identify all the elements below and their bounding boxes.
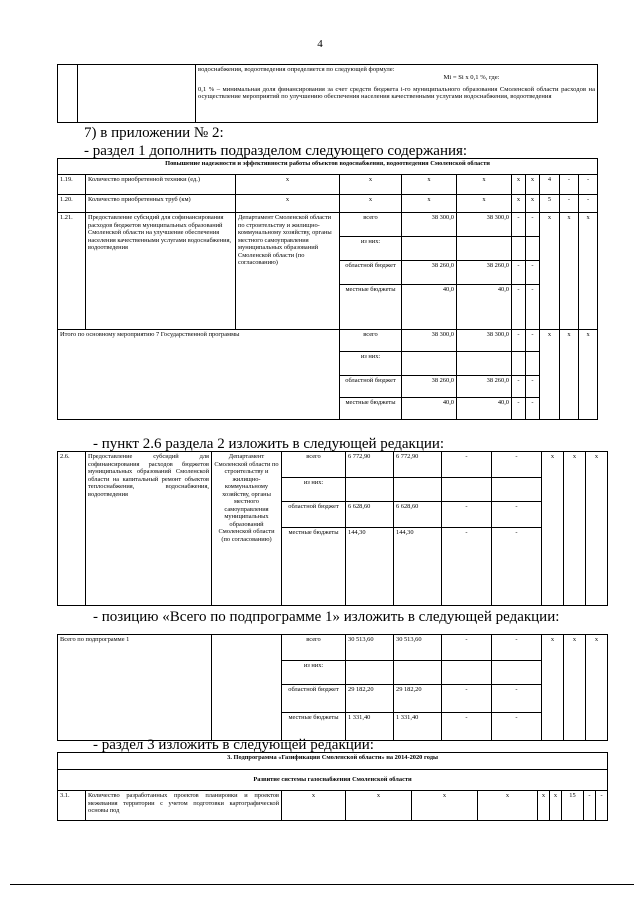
total-name: Итого по основному мероприятию 7 Государственной программы: [58, 330, 340, 420]
fund-value: 30 513,60: [346, 635, 394, 661]
row-number: 1.19.: [58, 175, 86, 195]
cell: x: [340, 175, 402, 195]
top-line2: 0,1 % – минимальная доля финансирования за счет средств бюджета i-го муниципального образования Смоленской области расходов на осуществление мероприятий по улучшению обеспечения населения качественными услугами водоснабжения, водоотведения: [198, 85, 595, 101]
fund-value: 6 772,90: [346, 452, 394, 478]
table-total1: [57, 634, 608, 741]
cell: x: [526, 175, 540, 195]
cell: x: [540, 330, 560, 420]
top-formula: Mi = Si x 0,1 %, где:: [443, 73, 500, 81]
table1-title: Повышение надежности и эффективности работы объектов водоснабжения, водоотведения Смоленской области: [58, 159, 598, 175]
fund-value: 38 260,0: [457, 376, 512, 398]
cell: -: [526, 285, 540, 330]
row-number: 1.20.: [58, 195, 86, 213]
fund-value: 38 300,0: [457, 213, 512, 237]
fund-value: 40,0: [457, 285, 512, 330]
cell: -: [492, 713, 542, 741]
table-section1: [57, 158, 598, 420]
fund-label: областной бюджет: [282, 502, 346, 528]
cell: x: [236, 175, 340, 195]
heading-total1: - позицию «Всего по подпрограмме 1» изложить в следующей редакции:: [93, 609, 560, 625]
row-name: Количество разработанных проектов планировки и проектов межевания территории с учетом подготовки картографической основы под: [86, 791, 282, 821]
cell: -: [512, 330, 526, 352]
fund-value: 144,30: [394, 528, 442, 606]
cell: -: [492, 635, 542, 661]
fund-label: всего: [340, 213, 402, 237]
cell: x: [402, 195, 457, 213]
table-row: [58, 330, 598, 352]
cell: x: [579, 330, 598, 420]
cell: x: [542, 452, 564, 606]
cell: x: [586, 452, 608, 606]
cell: -: [442, 713, 492, 741]
cell: x: [457, 195, 512, 213]
row-name: Предоставление субсидий для софинансирования расходов бюджетов муниципальных образований Смоленской области на капитальный ремонт объектов теплоснабжения, водоснабжения, водоотведения: [86, 452, 212, 606]
fund-value: 38 300,0: [402, 330, 457, 352]
cell: x: [586, 635, 608, 741]
table-row: [58, 213, 598, 237]
cell: x: [526, 195, 540, 213]
fund-value: 6 772,90: [394, 452, 442, 478]
table4-subtitle: Развитие системы газоснабжения Смоленской области: [58, 770, 608, 791]
fund-value: 1 331,40: [346, 713, 394, 741]
cell: x: [550, 791, 562, 821]
fund-value: 29 182,20: [394, 685, 442, 713]
cell: x: [236, 195, 340, 213]
cell: x: [457, 175, 512, 195]
row-executor: Департамент Смоленской области по строительству и жилищно-коммунальному хозяйству, органы местного самоуправления муниципальных образований Смоленской области (по согласованию): [212, 452, 282, 606]
cell: x: [564, 452, 586, 606]
table-row: [58, 175, 598, 195]
cell: -: [442, 685, 492, 713]
row-executor: Департамент Смоленской области по строительству и жилищно-коммунальному хозяйству, органы местного самоуправления муниципальных образований Смоленской области (по согласованию): [236, 213, 340, 330]
cell: -: [442, 452, 492, 478]
fund-label: из них:: [340, 237, 402, 261]
top-table: [57, 64, 598, 123]
fund-label: из них:: [282, 661, 346, 685]
cell: -: [512, 261, 526, 285]
fund-value: 40,0: [402, 285, 457, 330]
cell: x: [340, 195, 402, 213]
heading-section3: - раздел 3 изложить в следующей редакции:: [93, 737, 374, 753]
row-number: 3.1.: [58, 791, 86, 821]
cell: -: [492, 685, 542, 713]
table-row: [58, 195, 598, 213]
row-name: Предоставление субсидий для софинансирования расходов бюджетов муниципальных образований Смоленской области на улучшение обеспечения населения качественными услугами водоснабжения, водоотведения: [86, 213, 236, 330]
fund-value: 6 628,60: [346, 502, 394, 528]
heading-point26: - пункт 2.6 раздела 2 изложить в следующей редакции:: [93, 436, 445, 452]
fund-label: областной бюджет: [282, 685, 346, 713]
fund-value: 38 260,0: [402, 376, 457, 398]
row-name: Количество приобретенной техники (ед.): [86, 175, 236, 195]
cell: -: [526, 376, 540, 398]
table4-title: 3. Подпрограмма «Газификация Смоленской области» на 2014-2020 годы: [58, 753, 608, 770]
cell: -: [584, 791, 596, 821]
cell: x: [564, 635, 586, 741]
fund-value: 40,0: [402, 398, 457, 420]
total-name: Всего по подпрограмме 1: [58, 635, 212, 741]
cell: -: [492, 528, 542, 606]
fund-value: 38 260,0: [402, 261, 457, 285]
cell: x: [478, 791, 538, 821]
fund-value: 38 260,0: [457, 261, 512, 285]
fund-value: 30 513,60: [394, 635, 442, 661]
table-point26: [57, 451, 608, 606]
cell: -: [526, 398, 540, 420]
row-name: Количество приобретенных труб (км): [86, 195, 236, 213]
page-bottom-rule: [10, 884, 634, 885]
cell: x: [538, 791, 550, 821]
cell: -: [579, 175, 598, 195]
cell: -: [442, 528, 492, 606]
fund-value: 144,30: [346, 528, 394, 606]
cell: -: [560, 195, 579, 213]
cell: x: [402, 175, 457, 195]
fund-label: местные бюджеты: [282, 713, 346, 741]
fund-label: местные бюджеты: [282, 528, 346, 606]
cell: -: [526, 213, 540, 237]
cell: x: [560, 330, 579, 420]
fund-label: всего: [340, 330, 402, 352]
heading-appendix: 7) в приложении № 2:: [84, 125, 224, 141]
cell: x: [512, 175, 526, 195]
cell: x: [579, 213, 598, 330]
heading-section1: - раздел 1 дополнить подразделом следующего содержания:: [84, 143, 468, 159]
cell: x: [412, 791, 478, 821]
fund-label: местные бюджеты: [340, 398, 402, 420]
fund-label: областной бюджет: [340, 376, 402, 398]
fund-value: 29 182,20: [346, 685, 394, 713]
fund-label: из них:: [282, 478, 346, 502]
top-line1: водоснабжения, водоотведения определяется по следующей формуле:: [198, 66, 395, 73]
fund-value: 38 300,0: [457, 330, 512, 352]
fund-value: 38 300,0: [402, 213, 457, 237]
fund-label: областной бюджет: [340, 261, 402, 285]
cell: -: [492, 502, 542, 528]
row-number: 2.6.: [58, 452, 86, 606]
fund-value: 40,0: [457, 398, 512, 420]
table-row: [58, 791, 608, 821]
fund-label: местные бюджеты: [340, 285, 402, 330]
cell: 5: [540, 195, 560, 213]
cell: -: [512, 213, 526, 237]
cell: 4: [540, 175, 560, 195]
fund-label: всего: [282, 452, 346, 478]
fund-label: из них:: [340, 352, 402, 376]
row-number: 1.21.: [58, 213, 86, 330]
cell: -: [512, 285, 526, 330]
cell: x: [560, 213, 579, 330]
cell: -: [526, 330, 540, 352]
fund-label: всего: [282, 635, 346, 661]
table-section3: [57, 752, 608, 821]
cell: -: [579, 195, 598, 213]
cell: -: [560, 175, 579, 195]
cell: -: [442, 635, 492, 661]
cell: -: [512, 398, 526, 420]
cell: 15: [562, 791, 584, 821]
cell: x: [512, 195, 526, 213]
fund-value: 1 331,40: [394, 713, 442, 741]
cell: -: [512, 376, 526, 398]
fund-value: 6 628,60: [394, 502, 442, 528]
page-number: 4: [317, 38, 323, 50]
cell: x: [542, 635, 564, 741]
cell: -: [596, 791, 608, 821]
cell: x: [282, 791, 346, 821]
cell: -: [442, 502, 492, 528]
cell: x: [540, 213, 560, 330]
cell: x: [346, 791, 412, 821]
cell: -: [492, 452, 542, 478]
cell: -: [526, 261, 540, 285]
